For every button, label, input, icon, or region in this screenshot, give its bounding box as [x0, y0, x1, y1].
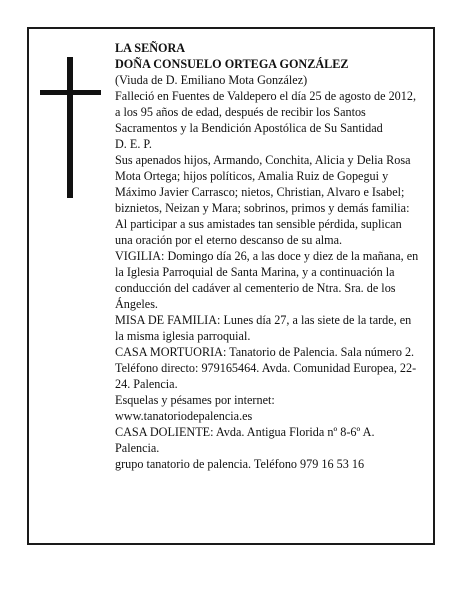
- family-paragraph: Sus apenados hijos, Armando, Conchita, Alicia y Delia Rosa Mota Ortega; hijos políticos, Amalia Ruiz de Gopegui y Máximo Javier Carrasco; nietos, Christian, Alvaro e Isabel; biznietos, Neizan y Mara; sobrinos, primos y demás familia:: [115, 153, 411, 215]
- mourning-house-paragraph: CASA DOLIENTE: Avda. Antigua Florida nº 8-6º A. Palencia.: [115, 425, 375, 455]
- title-line-2: DOÑA CONSUELO ORTEGA GONZÁLEZ: [115, 57, 349, 71]
- widow-line: (Viuda de D. Emiliano Mota González): [115, 73, 308, 87]
- request-paragraph: Al participar a sus amistades tan sensible pérdida, suplican una oración por el eterno descanso de su alma.: [115, 217, 402, 247]
- internet-line-2: www.tanatoriodepalencia.es: [115, 409, 253, 423]
- cross-horizontal-bar: [40, 90, 101, 95]
- death-paragraph: Falleció en Fuentes de Valdepero el día 25 de agosto de 2012, a los 95 años de edad, después de recibir los Santos Sacramentos y la Bendición Apostólica de Su Santidad: [115, 89, 416, 135]
- cross-icon: [40, 57, 101, 198]
- mortuary-paragraph: CASA MORTUORIA: Tanatorio de Palencia. Sala número 2. Teléfono directo: 979165464. Avda. Comunidad Europea, 22-24. Palencia.: [115, 345, 417, 391]
- cross-vertical-bar: [67, 57, 73, 198]
- title-line-1: LA SEÑORA: [115, 41, 186, 55]
- mass-paragraph: MISA DE FAMILIA: Lunes día 27, a las siete de la tarde, en la misma iglesia parroquial.: [115, 313, 412, 343]
- footer-line: grupo tanatorio de palencia. Teléfono 979 16 53 16: [115, 457, 365, 471]
- internet-line-1: Esquelas y pésames por internet:: [115, 393, 275, 407]
- dep-line: D. E. P.: [115, 137, 152, 151]
- vigil-paragraph: VIGILIA: Domingo día 26, a las doce y diez de la mañana, en la Iglesia Parroquial de Santa Marina, y a continuación la conducción del cadáver al cementerio de Ntra. Sra. de los Ángeles.: [115, 249, 419, 311]
- obituary-text: [115, 40, 420, 472]
